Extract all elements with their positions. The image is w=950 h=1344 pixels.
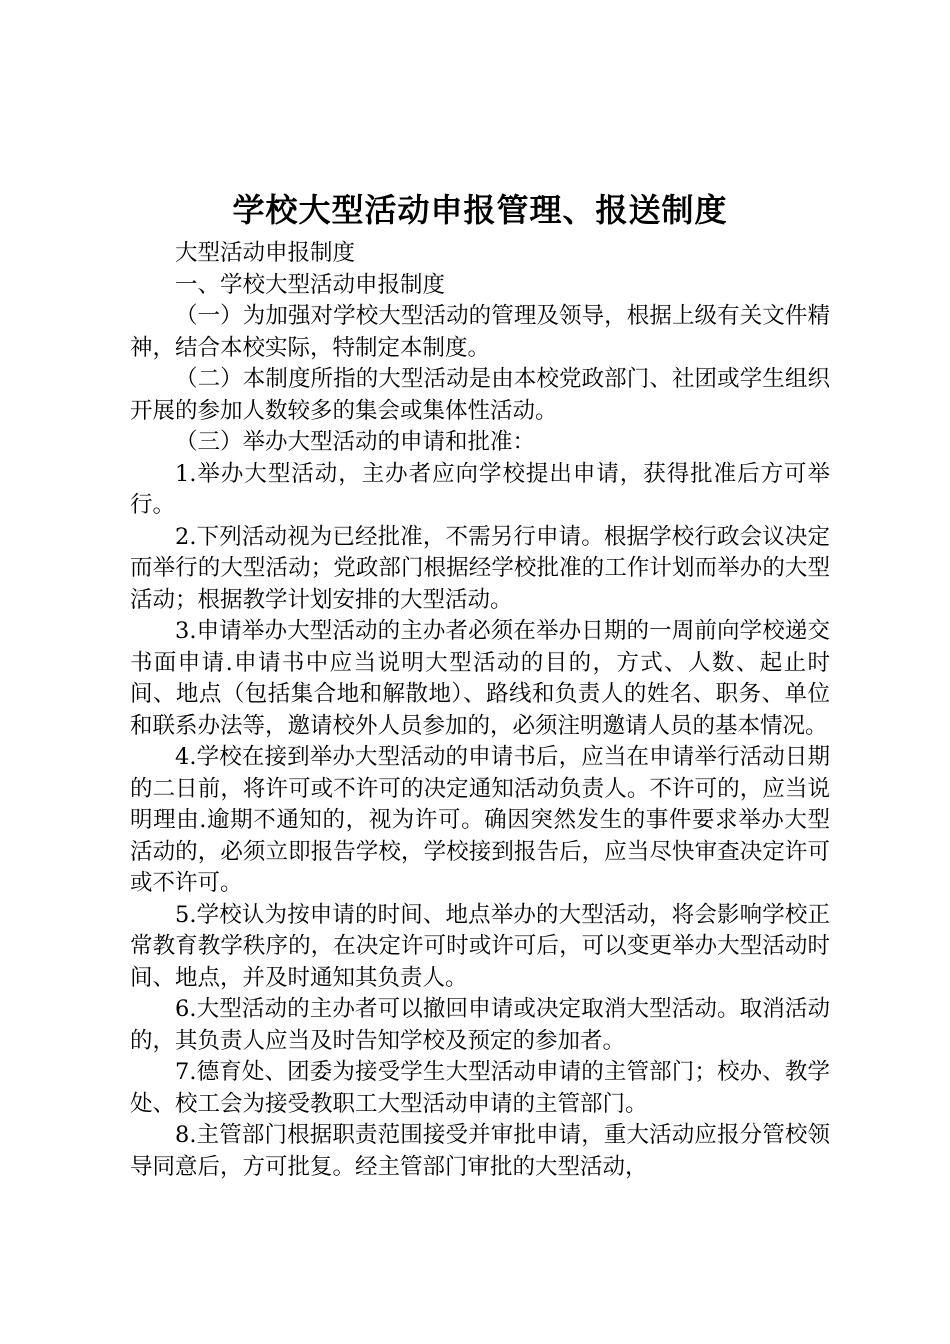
- numbered-item-8: 8.主管部门根据职责范围接受并审批申请，重大活动应报分管校领导同意后，方可批复。经主管部门审批的大型活动，: [130, 1122, 830, 1180]
- numbered-item-5: 5.学校认为按申请的时间、地点举办的大型活动，将会影响学校正常教育教学秩序的，在决定许可时或许可后，可以变更举办大型活动时间、地点，并及时通知其负责人。: [130, 901, 830, 991]
- numbered-item-3: 3.申请举办大型活动的主办者必须在举办日期的一周前向学校递交书面申请.申请书中应当说明大型活动的目的，方式、人数、起止时间、地点（包括集合地和解散地）、路线和负责人的姓名、职务、单位和联系办法等，邀请校外人员参加的，必须注明邀请人员的基本情况。: [130, 618, 830, 739]
- numbered-item-6: 6.大型活动的主办者可以撤回申请或决定取消大型活动。取消活动的，其负责人应当及时告知学校及预定的参加者。: [130, 996, 830, 1054]
- section-heading: 大型活动申报制度: [175, 240, 356, 266]
- paragraph-item-2: （二）本制度所指的大型活动是由本校党政部门、社团或学生组织开展的参加人数较多的集会或集体性活动。: [130, 366, 830, 424]
- subsection-heading: 一、学校大型活动申报制度: [175, 271, 446, 298]
- paragraph-item-1: （一）为加强对学校大型活动的管理及领导，根据上级有关文件精神，结合本校实际，特制定本制度。: [130, 303, 830, 361]
- document-title: 学校大型活动申报管理、报送制度: [232, 191, 728, 229]
- numbered-item-7: 7.德育处、团委为接受学生大型活动申请的主管部门；校办、教学处、校工会为接受教职工大型活动申请的主管部门。: [130, 1059, 830, 1117]
- numbered-item-4: 4.学校在接到举办大型活动的申请书后，应当在申请举行活动日期的二日前，将许可或不许可的决定通知活动负责人。不许可的，应当说明理由.逾期不通知的，视为许可。确因突然发生的事件要求举办大型活动的，必须立即报告学校，学校接到报告后，应当尽快审查决定许可或不许可。: [130, 744, 830, 896]
- paragraph-item-3: （三）举办大型活动的申请和批准：: [175, 429, 536, 455]
- numbered-item-2: 2.下列活动视为已经批准，不需另行申请。根据学校行政会议决定而举行的大型活动；党政部门根据经学校批准的工作计划而举办的大型活动；根据教学计划安排的大型活动。: [130, 523, 830, 613]
- document-page: [130, 188, 830, 1183]
- numbered-item-1: 1.举办大型活动，主办者应向学校提出申请，获得批准后方可举行。: [130, 460, 830, 518]
